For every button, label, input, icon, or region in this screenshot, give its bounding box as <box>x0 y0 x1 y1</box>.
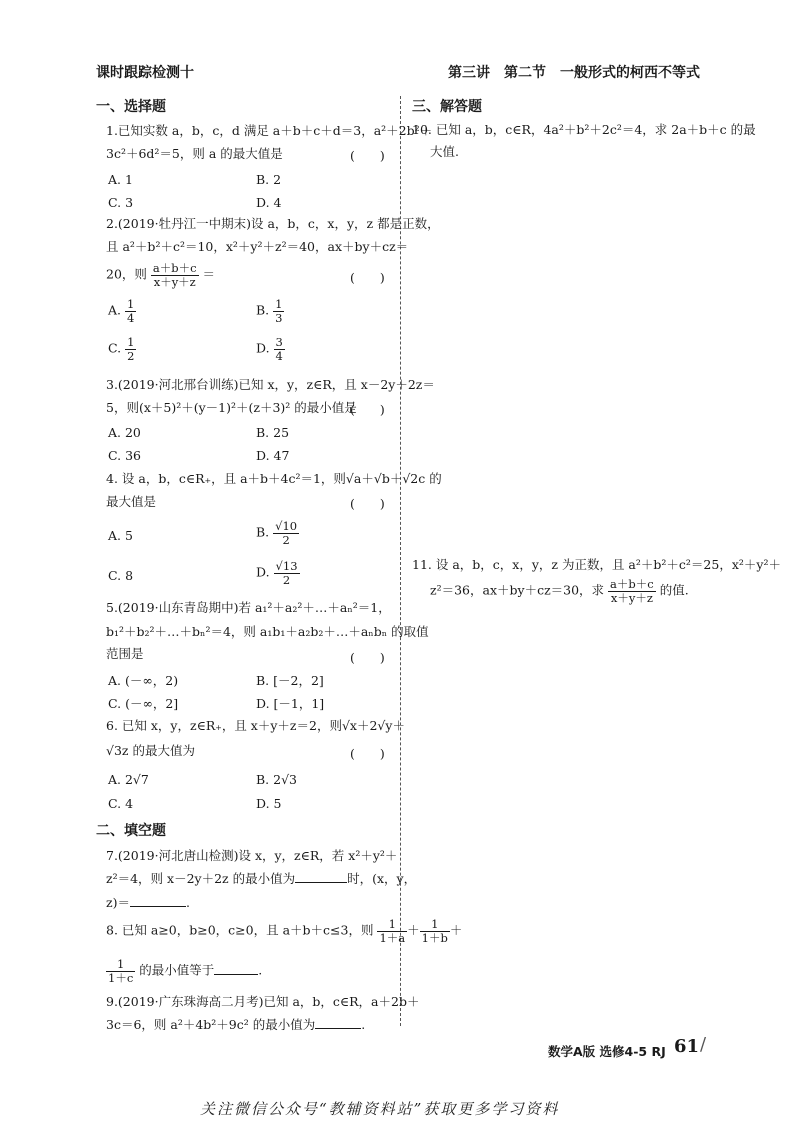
q5-option-c: C. (－∞，2] <box>108 696 179 711</box>
q4-b-den: 2 <box>282 532 290 547</box>
q2-c-label: C. <box>108 340 122 356</box>
footer-slash-decoration: / <box>700 1034 707 1055</box>
q11-line2 <box>430 578 689 604</box>
section-answer: 三、解答题 <box>412 99 482 115</box>
q8-f2-num: 1 <box>420 918 450 932</box>
section-fill: 二、填空题 <box>96 823 166 839</box>
q11-line2-post: 的值. <box>659 582 689 598</box>
q2-line3 <box>106 262 215 288</box>
q8-blank[interactable] <box>214 974 258 975</box>
q3-paren: ( ) <box>350 402 385 417</box>
q2-a-label: A. <box>108 302 122 318</box>
q7-line3-pre: z)＝ <box>106 895 130 910</box>
q4-b-fraction <box>273 520 299 546</box>
q4-d-num: √13 <box>275 559 298 573</box>
q4-line1: 4. 设 a，b，c∈R₊，且 a＋b＋4c²＝1，则√a＋√b＋√2c 的 <box>106 471 442 486</box>
q8-f1-den: 1＋a <box>379 930 406 945</box>
q3-option-b: B. 25 <box>256 425 290 440</box>
q4-option-d <box>256 560 300 586</box>
q4-paren: ( ) <box>350 496 385 511</box>
q3-option-d: D. 47 <box>256 448 290 463</box>
q2-c-num: 1 <box>127 335 135 349</box>
q8-f3-den: 1＋c <box>108 970 134 985</box>
q2-c-fraction <box>125 336 136 362</box>
q6-option-d: D. 5 <box>256 796 282 811</box>
q2-a-fraction <box>125 298 136 324</box>
q8-line2-post: . <box>258 962 263 978</box>
q11-frac-denominator: x＋y＋z <box>610 590 653 605</box>
header-right: 第三讲 第二节 一般形式的柯西不等式 <box>448 65 700 81</box>
q7-blank-1[interactable] <box>295 882 347 883</box>
q1-option-a: A. 1 <box>108 172 133 187</box>
q2-frac-denominator: x＋y＋z <box>153 274 196 289</box>
q6-option-c: C. 4 <box>108 796 134 811</box>
q5-option-d: D. [－1，1] <box>256 696 325 711</box>
q1-option-c: C. 3 <box>108 195 134 210</box>
q6-option-a: A. 2√7 <box>108 772 149 787</box>
page-number: 61 <box>674 1036 700 1057</box>
q9-line2 <box>106 1019 365 1032</box>
q2-a-den: 4 <box>127 310 135 325</box>
q5-line3: 范围是 <box>106 646 144 661</box>
q4-b-num: √10 <box>275 519 298 533</box>
q2-line3-pre: 20，则 <box>106 266 147 282</box>
q7-line2 <box>106 873 416 886</box>
q2-option-d <box>256 336 285 362</box>
q1-paren: ( ) <box>350 148 385 163</box>
q3-line2: 5，则(x＋5)²＋(y－1)²＋(z＋3)² 的最小值是 <box>106 400 357 415</box>
q7-line3-post: . <box>185 895 190 910</box>
q2-option-b <box>256 298 284 324</box>
q1-line2: 3c²＋6d²＝5，则 a 的最大值是 <box>106 146 283 161</box>
bottom-note: 关注微信公众号“教辅资料站”获取更多学习资料 <box>200 1100 560 1118</box>
q2-paren: ( ) <box>350 270 385 285</box>
q2-frac-numerator: a＋b＋c <box>152 261 197 275</box>
q8-fraction-2 <box>420 918 450 944</box>
q4-option-c: C. 8 <box>108 568 134 583</box>
q9-line1: 9.(2019·广东珠海高二月考)已知 a，b，c∈R，a＋2b＋ <box>106 994 420 1009</box>
footer-label: 数学A版 选修4-5 RJ <box>548 1044 666 1059</box>
section-choice: 一、选择题 <box>96 99 166 115</box>
q10-line2: 大值. <box>430 144 459 159</box>
q2-d-num: 3 <box>275 335 283 349</box>
q2-option-c <box>108 336 136 362</box>
q9-line2-pre: 3c＝6，则 a²＋4b²＋9c² 的最小值为 <box>106 1017 316 1032</box>
q6-line2: √3z 的最大值为 <box>106 743 195 758</box>
q11-line1: 11. 设 a，b，c，x，y，z 为正数，且 a²＋b²＋c²＝25，x²＋y²＋ <box>412 557 781 572</box>
q8-plus: ＋ <box>407 922 420 938</box>
q9-line2-post: . <box>361 1017 366 1032</box>
q4-b-label: B. <box>256 524 270 540</box>
q8-f3-num: 1 <box>106 958 135 972</box>
q2-line1: 2.(2019·牡丹江一中期末)设 a，b，c，x，y，z 都是正数， <box>106 216 440 231</box>
q2-d-den: 4 <box>275 348 283 363</box>
q3-option-c: C. 36 <box>108 448 141 463</box>
q2-option-a <box>108 298 136 324</box>
q8-line1-pre: 8. 已知 a≥0，b≥0，c≥0，且 a＋b＋c≤3，则 <box>106 922 374 938</box>
q1-option-d: D. 4 <box>256 195 282 210</box>
q8-f1-num: 1 <box>377 918 407 932</box>
q8-fraction-1 <box>377 918 407 944</box>
q8-line2-pre: 的最小值等于 <box>139 962 215 978</box>
q4-d-fraction <box>274 560 300 586</box>
q6-line1: 6. 已知 x，y，z∈R₊，且 x＋y＋z＝2，则√x＋2√y＋ <box>106 718 405 733</box>
q5-paren: ( ) <box>350 650 385 665</box>
q4-d-den: 2 <box>282 572 291 587</box>
q2-b-num: 1 <box>275 297 283 311</box>
q4-line2: 最大值是 <box>106 494 157 509</box>
header-left: 课时跟踪检测十 <box>96 65 194 81</box>
q9-blank[interactable] <box>315 1028 361 1029</box>
q5-line2: b₁²＋b₂²＋…＋bₙ²＝4，则 a₁b₁＋a₂b₂＋…＋aₙbₙ 的取值 <box>106 624 429 639</box>
q3-line1: 3.(2019·河北邢台训练)已知 x，y，z∈R，且 x－2y＋2z＝ <box>106 377 435 392</box>
q8-line2 <box>106 958 262 984</box>
q4-option-a: A. 5 <box>108 528 133 543</box>
q7-line3 <box>106 897 190 910</box>
q2-d-label: D. <box>256 340 270 356</box>
column-divider <box>400 96 401 1026</box>
q1-option-b: B. 2 <box>256 172 282 187</box>
q7-blank-2[interactable] <box>130 906 186 907</box>
q7-line2-post: 时，(x，y， <box>347 871 417 886</box>
q1-line1: 1.已知实数 a，b，c，d 满足 a＋b＋c＋d＝3，a²＋2b²＋ <box>106 123 433 138</box>
q5-line1: 5.(2019·山东青岛期中)若 a₁²＋a₂²＋…＋aₙ²＝1， <box>106 600 391 615</box>
q11-fraction <box>608 578 656 604</box>
q4-d-label: D. <box>256 564 270 580</box>
q4-option-b <box>256 520 299 546</box>
q2-b-fraction <box>273 298 284 324</box>
q8-line1-post: ＋ <box>449 922 463 938</box>
q8-line1 <box>106 918 462 944</box>
q2-fraction <box>151 262 199 288</box>
q6-paren: ( ) <box>350 746 385 761</box>
q2-a-num: 1 <box>127 297 135 311</box>
q2-c-den: 2 <box>127 348 135 363</box>
q11-line2-pre: z²＝36，ax＋by＋cz＝30，求 <box>430 582 605 598</box>
q6-option-b: B. 2√3 <box>256 772 298 787</box>
q3-option-a: A. 20 <box>108 425 141 440</box>
q7-line2-pre: z²＝4，则 x－2y＋2z 的最小值为 <box>106 871 296 886</box>
q5-option-a: A. (－∞，2) <box>108 673 179 688</box>
q11-frac-numerator: a＋b＋c <box>610 577 654 591</box>
q8-fraction-3 <box>106 958 135 984</box>
q7-line1: 7.(2019·河北唐山检测)设 x，y，z∈R，若 x²＋y²＋ <box>106 848 398 863</box>
q2-d-fraction <box>274 336 285 362</box>
q2-line3-post: ＝ <box>202 266 216 282</box>
q5-option-b: B. [－2，2] <box>256 673 324 688</box>
q2-b-label: B. <box>256 302 270 318</box>
q2-b-den: 3 <box>275 310 283 325</box>
q10-line1: 10. 已知 a，b，c∈R，4a²＋b²＋2c²＝4，求 2a＋b＋c 的最 <box>412 122 756 137</box>
q2-line2: 且 a²＋b²＋c²＝10，x²＋y²＋z²＝40，ax＋by＋cz＝ <box>106 239 409 254</box>
q8-f2-den: 1＋b <box>421 930 448 945</box>
